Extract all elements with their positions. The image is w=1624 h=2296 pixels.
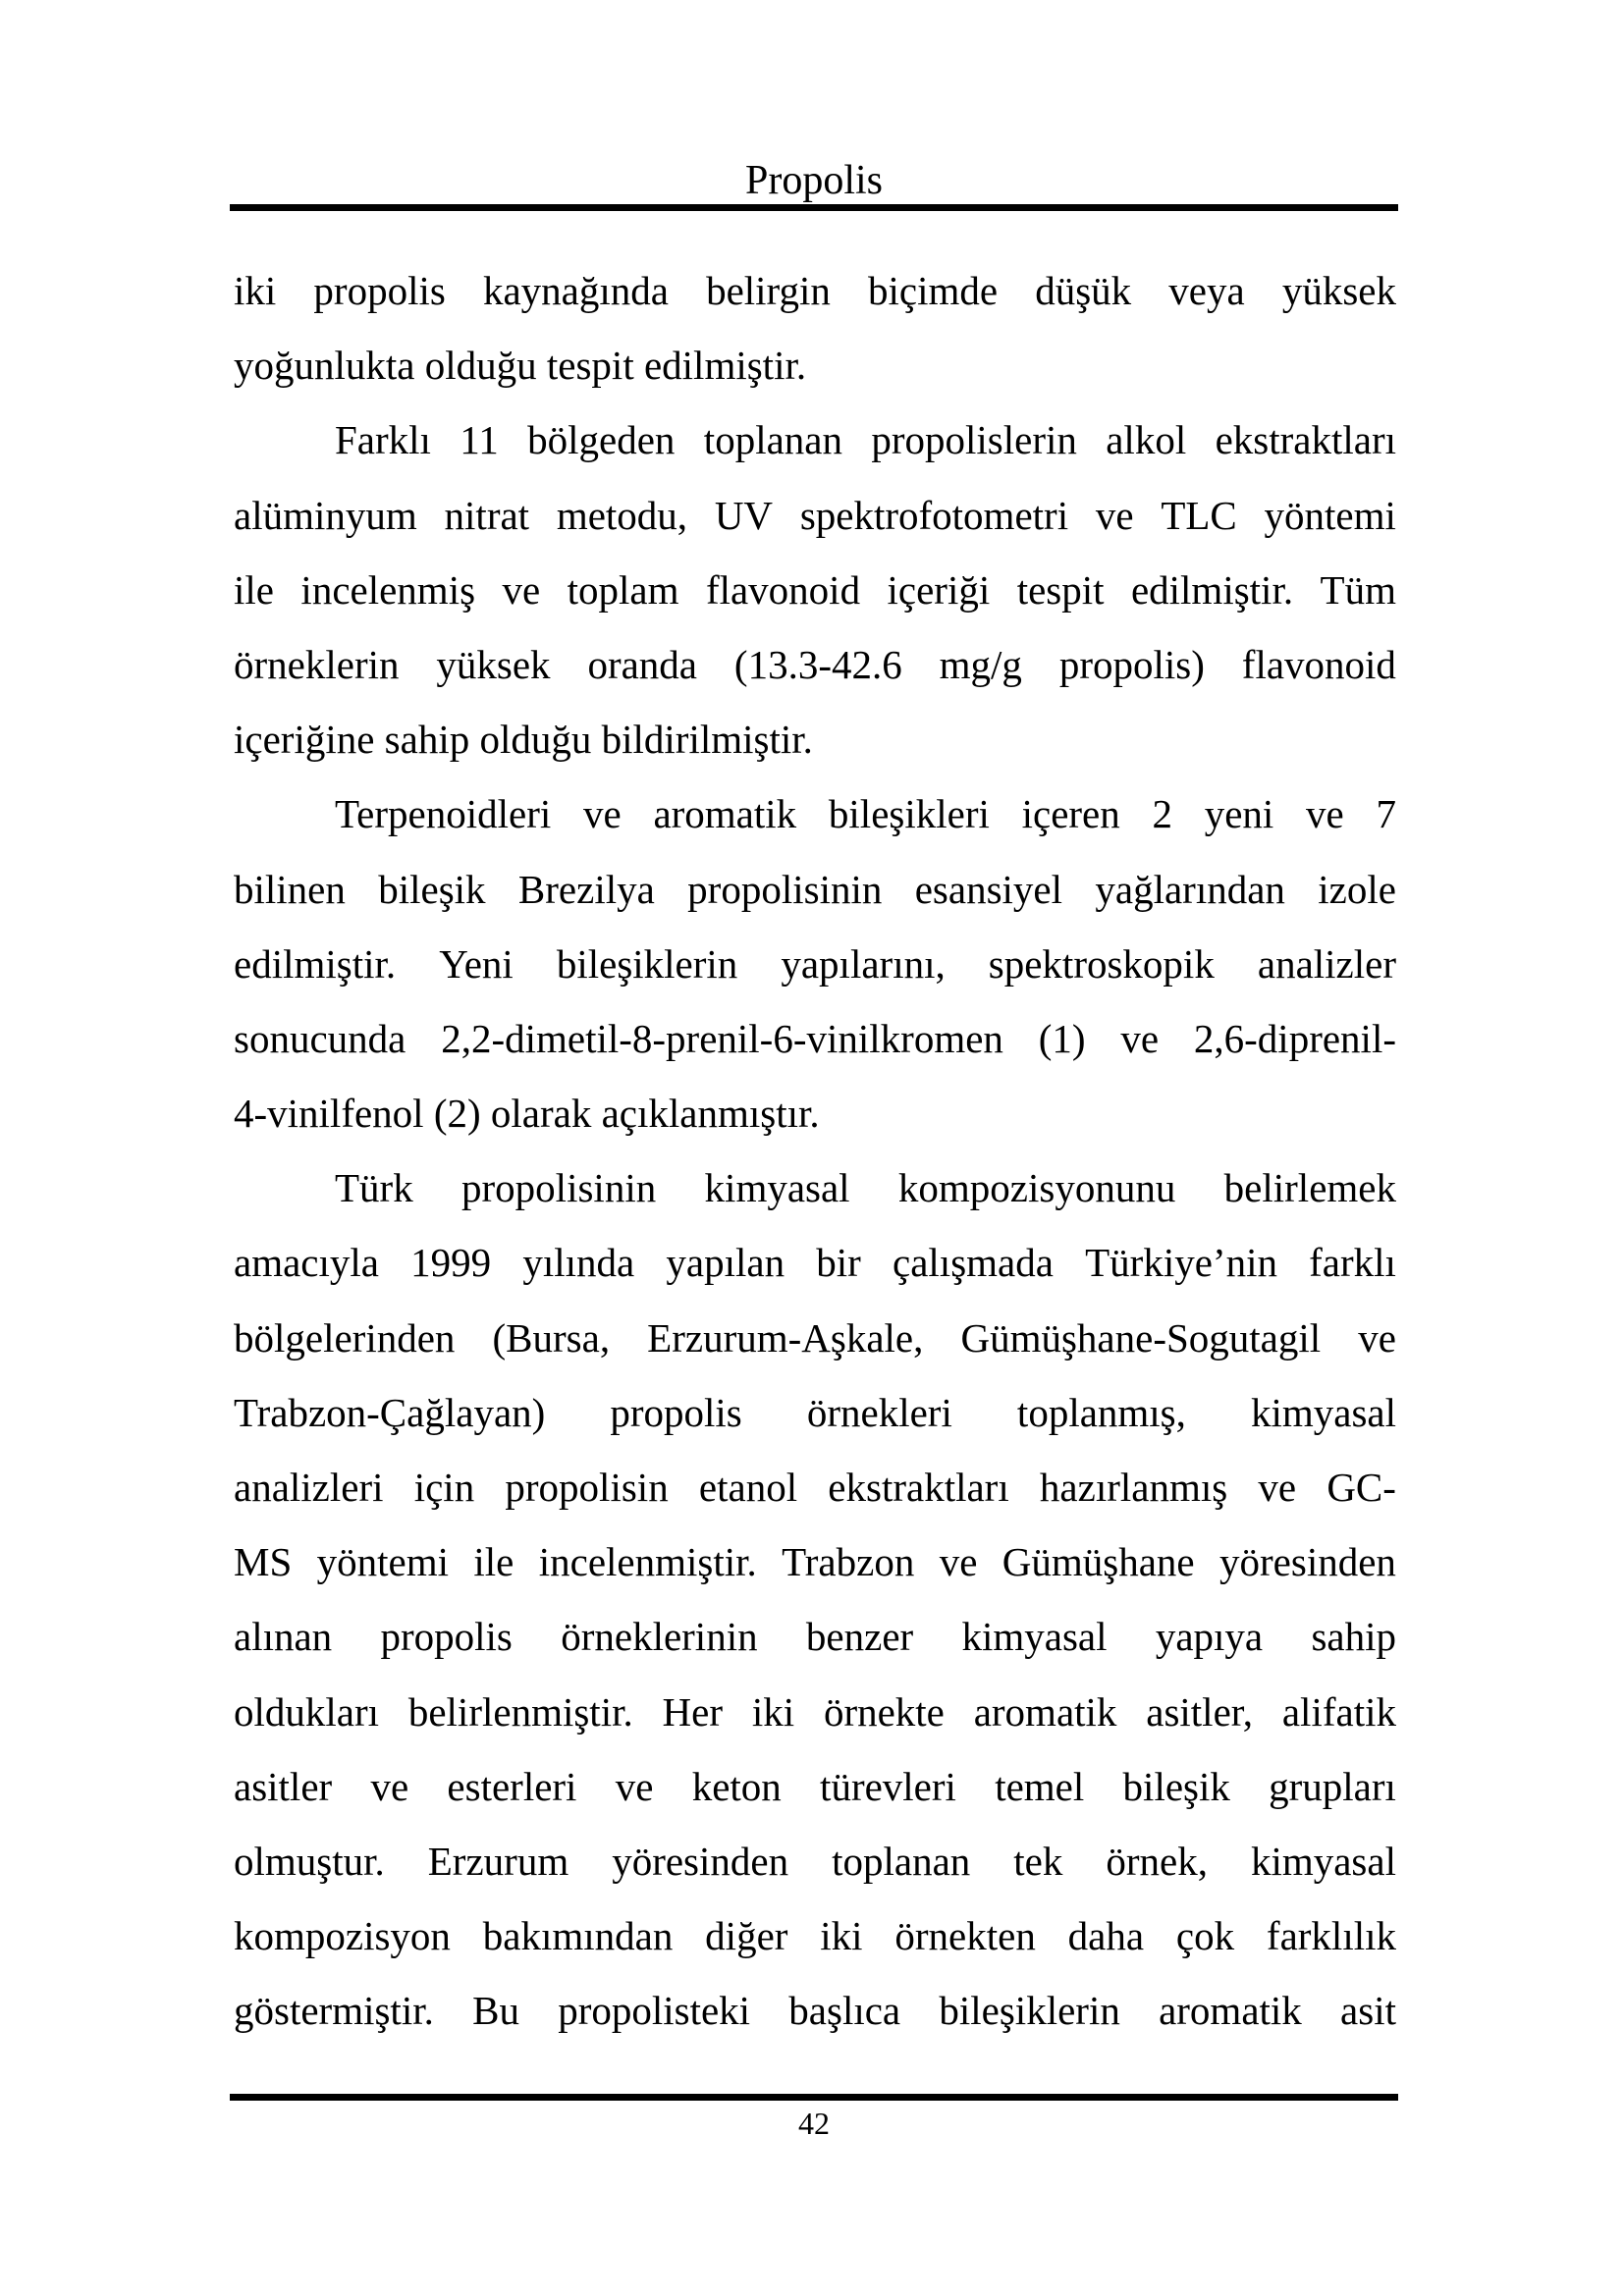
word: ve (1095, 492, 1134, 538)
word: yılında (522, 1240, 635, 1286)
page-number: 42 (798, 2106, 830, 2141)
word: iki (234, 268, 277, 313)
word: yöresinden (1219, 1539, 1396, 1585)
text-line (234, 1824, 1396, 1898)
word: içeriği (887, 566, 991, 613)
word: mg/g (939, 641, 1022, 687)
word: olduğu (424, 343, 537, 389)
word: propolisteki (558, 1988, 751, 2034)
word: iki (751, 1688, 795, 1735)
text-line (234, 328, 1396, 402)
word: aromatik (973, 1688, 1117, 1735)
word: MS (234, 1539, 293, 1585)
word: göstermiştir. (234, 1988, 434, 2034)
body-text (234, 253, 1396, 2049)
word: bildirilmiştir. (601, 717, 813, 763)
footer-rule (230, 2094, 1398, 2101)
text-line (234, 927, 1396, 1001)
text-line (234, 852, 1396, 927)
word: 1999 (410, 1240, 492, 1286)
word: örneklerinin (561, 1614, 758, 1660)
text-line (234, 1225, 1396, 1300)
word: ve (1258, 1465, 1297, 1510)
word: sahip (384, 717, 470, 763)
word: örneklerin (234, 641, 400, 687)
word: edilmiştir. (643, 343, 807, 389)
text-line (234, 1599, 1396, 1674)
word: (13.3-42.6 (733, 641, 902, 687)
word: Terpenoidleri (335, 791, 552, 837)
word: 4-vinilfenol (234, 1091, 424, 1137)
word: kompozisyonunu (897, 1165, 1176, 1211)
word: sonucunda (234, 1015, 406, 1061)
word: yüksek (436, 641, 551, 687)
word: Her (662, 1688, 724, 1735)
word: bölgeden (527, 417, 676, 463)
word: propolisinin (461, 1165, 657, 1211)
word: Türk (335, 1165, 413, 1211)
word: bir (816, 1240, 861, 1286)
word: asitler, (1146, 1688, 1254, 1735)
text-line (234, 1001, 1396, 1076)
word: içeriğine (234, 717, 375, 763)
word: kimyasal (1250, 1389, 1396, 1435)
word: ve (502, 566, 541, 613)
word: edilmiştir. (1130, 566, 1294, 613)
word: Trabzon (782, 1539, 915, 1585)
word: (2) (433, 1091, 481, 1137)
word: farklı (1309, 1240, 1396, 1286)
text-line (234, 1898, 1396, 1973)
word: sahip (1311, 1614, 1396, 1660)
word: ve (1358, 1314, 1396, 1361)
word: belirlemek (1223, 1165, 1396, 1211)
word: yoğunlukta (234, 343, 415, 389)
word: ve (583, 791, 622, 837)
word: biçimde (867, 268, 999, 313)
word: yeni (1204, 791, 1274, 837)
word: Farklı (335, 417, 431, 463)
word: asitler (234, 1763, 333, 1809)
word: oldukları (234, 1688, 380, 1735)
word: aromatik (653, 791, 797, 837)
word: propolisin (505, 1465, 669, 1510)
word: toplanan (703, 417, 842, 463)
word: propolis (380, 1614, 513, 1660)
word: açıklanmıştır. (601, 1091, 820, 1137)
word: bakımından (482, 1913, 674, 1959)
word: örnekte (823, 1688, 945, 1735)
word: kimyasal (1250, 1838, 1396, 1884)
word: veya (1168, 268, 1245, 313)
word: amacıyla (234, 1240, 379, 1286)
word: yapılarını, (781, 940, 946, 987)
word: Erzurum (427, 1838, 569, 1884)
word: 2,2-dimetil-8-prenil-6-vinilkromen (441, 1015, 1003, 1061)
word: etanol (698, 1465, 798, 1510)
word: hazırlanmış (1039, 1465, 1228, 1510)
word: alkol (1106, 417, 1187, 463)
text-line (234, 1301, 1396, 1375)
word: ve (615, 1763, 654, 1809)
word: benzer (805, 1614, 914, 1660)
text-line (234, 1450, 1396, 1524)
word: bileşikleri (828, 791, 990, 837)
text-line (234, 1675, 1396, 1749)
word: Tüm (1320, 566, 1396, 613)
word: bileşiklerin (939, 1988, 1120, 2034)
word: yöresinden (612, 1838, 789, 1884)
word: örnek, (1106, 1838, 1208, 1884)
word: propolisinin (687, 866, 883, 912)
word: ile (473, 1539, 514, 1585)
running-header-title: Propolis (744, 158, 884, 203)
text-line (234, 478, 1396, 553)
word: Trabzon-Çağlayan) (234, 1389, 546, 1435)
word: 2 (1152, 791, 1172, 837)
word: propolis (313, 268, 446, 313)
word: spektroskopik (988, 940, 1215, 987)
word: edilmiştir. (234, 940, 397, 987)
word: ile (234, 566, 274, 613)
text-line (234, 1973, 1396, 2048)
word: alifatik (1281, 1688, 1396, 1735)
word: Gümüşhane-Sogutagil (960, 1314, 1322, 1361)
word: bileşiklerin (556, 940, 738, 987)
text-line (234, 1375, 1396, 1450)
word: ve (370, 1763, 409, 1809)
word: yapılan (666, 1240, 785, 1286)
word: UV (714, 492, 774, 538)
word: belirlenmiştir. (407, 1688, 633, 1735)
header-rule (230, 204, 1398, 211)
word: GC- (1326, 1465, 1396, 1510)
word: yöntemi (316, 1539, 450, 1585)
word: daha (1067, 1913, 1145, 1959)
word: (Bursa, (492, 1314, 611, 1361)
word: türevleri (820, 1763, 956, 1809)
word: aromatik (1159, 1988, 1302, 2034)
word: Erzurum-Aşkale, (647, 1314, 924, 1361)
word: spektrofotometri (799, 492, 1069, 538)
word: kompozisyon (234, 1913, 451, 1959)
word: toplanmış, (1016, 1389, 1186, 1435)
word: belirgin (706, 268, 831, 313)
word: Gümüşhane (1001, 1539, 1195, 1585)
text-line (234, 1749, 1396, 1824)
word: 11 (460, 417, 499, 463)
word: bileşik (378, 866, 486, 912)
word: keton (691, 1763, 782, 1809)
word: bölgelerinden (234, 1314, 456, 1361)
word: incelenmiştir. (538, 1539, 757, 1585)
word: çok (1175, 1913, 1235, 1959)
word: Türkiye’nin (1085, 1240, 1277, 1286)
text-line (234, 627, 1396, 702)
word: 7 (1376, 791, 1396, 837)
text-line (234, 1150, 1396, 1225)
word: propolis) (1058, 641, 1205, 687)
word: metodu, (556, 492, 688, 538)
text-line (234, 702, 1396, 776)
word: flavonoid (1241, 641, 1396, 687)
word: yapıya (1155, 1614, 1264, 1660)
word: propolis (610, 1389, 742, 1435)
word: diğer (705, 1913, 788, 1959)
word: yağlarından (1095, 866, 1285, 912)
word: toplanan (832, 1838, 971, 1884)
word: olduğu (479, 717, 592, 763)
word: bileşik (1122, 1763, 1230, 1809)
word: tespit (546, 343, 634, 389)
word: ve (1306, 791, 1344, 837)
word: analizleri (234, 1465, 384, 1510)
word: olmuştur. (234, 1838, 385, 1884)
word: Bu (472, 1988, 519, 2034)
word: Yeni (439, 940, 514, 987)
word: bilinen (234, 866, 346, 912)
word: örnekten (894, 1913, 1036, 1959)
word: kaynağında (482, 268, 669, 313)
word: ekstraktları (1215, 417, 1396, 463)
text-line (234, 402, 1396, 477)
word: izole (1318, 866, 1396, 912)
word: 2,6-diprenil- (1193, 1015, 1396, 1061)
word: ekstraktları (828, 1465, 1009, 1510)
word: kimyasal (961, 1614, 1108, 1660)
word: temel (995, 1763, 1085, 1809)
word: olarak (490, 1091, 592, 1137)
word: nitrat (444, 492, 530, 538)
word: iki (820, 1913, 863, 1959)
word: TLC (1161, 492, 1237, 538)
word: toplam (567, 566, 679, 613)
word: içeren (1021, 791, 1120, 837)
word: Brezilya (517, 866, 655, 912)
word: asit (1340, 1988, 1396, 2034)
word: incelenmiş (300, 566, 476, 613)
word: tespit (1016, 566, 1105, 613)
word: alınan (234, 1614, 333, 1660)
word: (1) (1038, 1015, 1086, 1061)
text-line (234, 1524, 1396, 1599)
text-line (234, 553, 1396, 627)
word: flavonoid (705, 566, 861, 613)
word: ve (939, 1539, 978, 1585)
word: tek (1013, 1838, 1063, 1884)
word: düşük (1035, 268, 1132, 313)
word: yüksek (1281, 268, 1396, 313)
word: örnekleri (806, 1389, 952, 1435)
word: grupları (1269, 1763, 1396, 1809)
word: için (413, 1465, 475, 1510)
word: başlıca (788, 1988, 901, 2034)
word: farklılık (1266, 1913, 1396, 1959)
word: esterleri (447, 1763, 577, 1809)
word: propolislerin (871, 417, 1077, 463)
word: alüminyum (234, 492, 417, 538)
word: oranda (587, 641, 698, 687)
word: analizler (1257, 940, 1396, 987)
word: esansiyel (914, 866, 1063, 912)
text-line (234, 253, 1396, 328)
text-line (234, 1076, 1396, 1150)
word: yöntemi (1264, 492, 1396, 538)
word: çalışmada (893, 1240, 1054, 1286)
text-line (234, 776, 1396, 851)
word: ve (1120, 1015, 1160, 1061)
word: kimyasal (704, 1165, 850, 1211)
